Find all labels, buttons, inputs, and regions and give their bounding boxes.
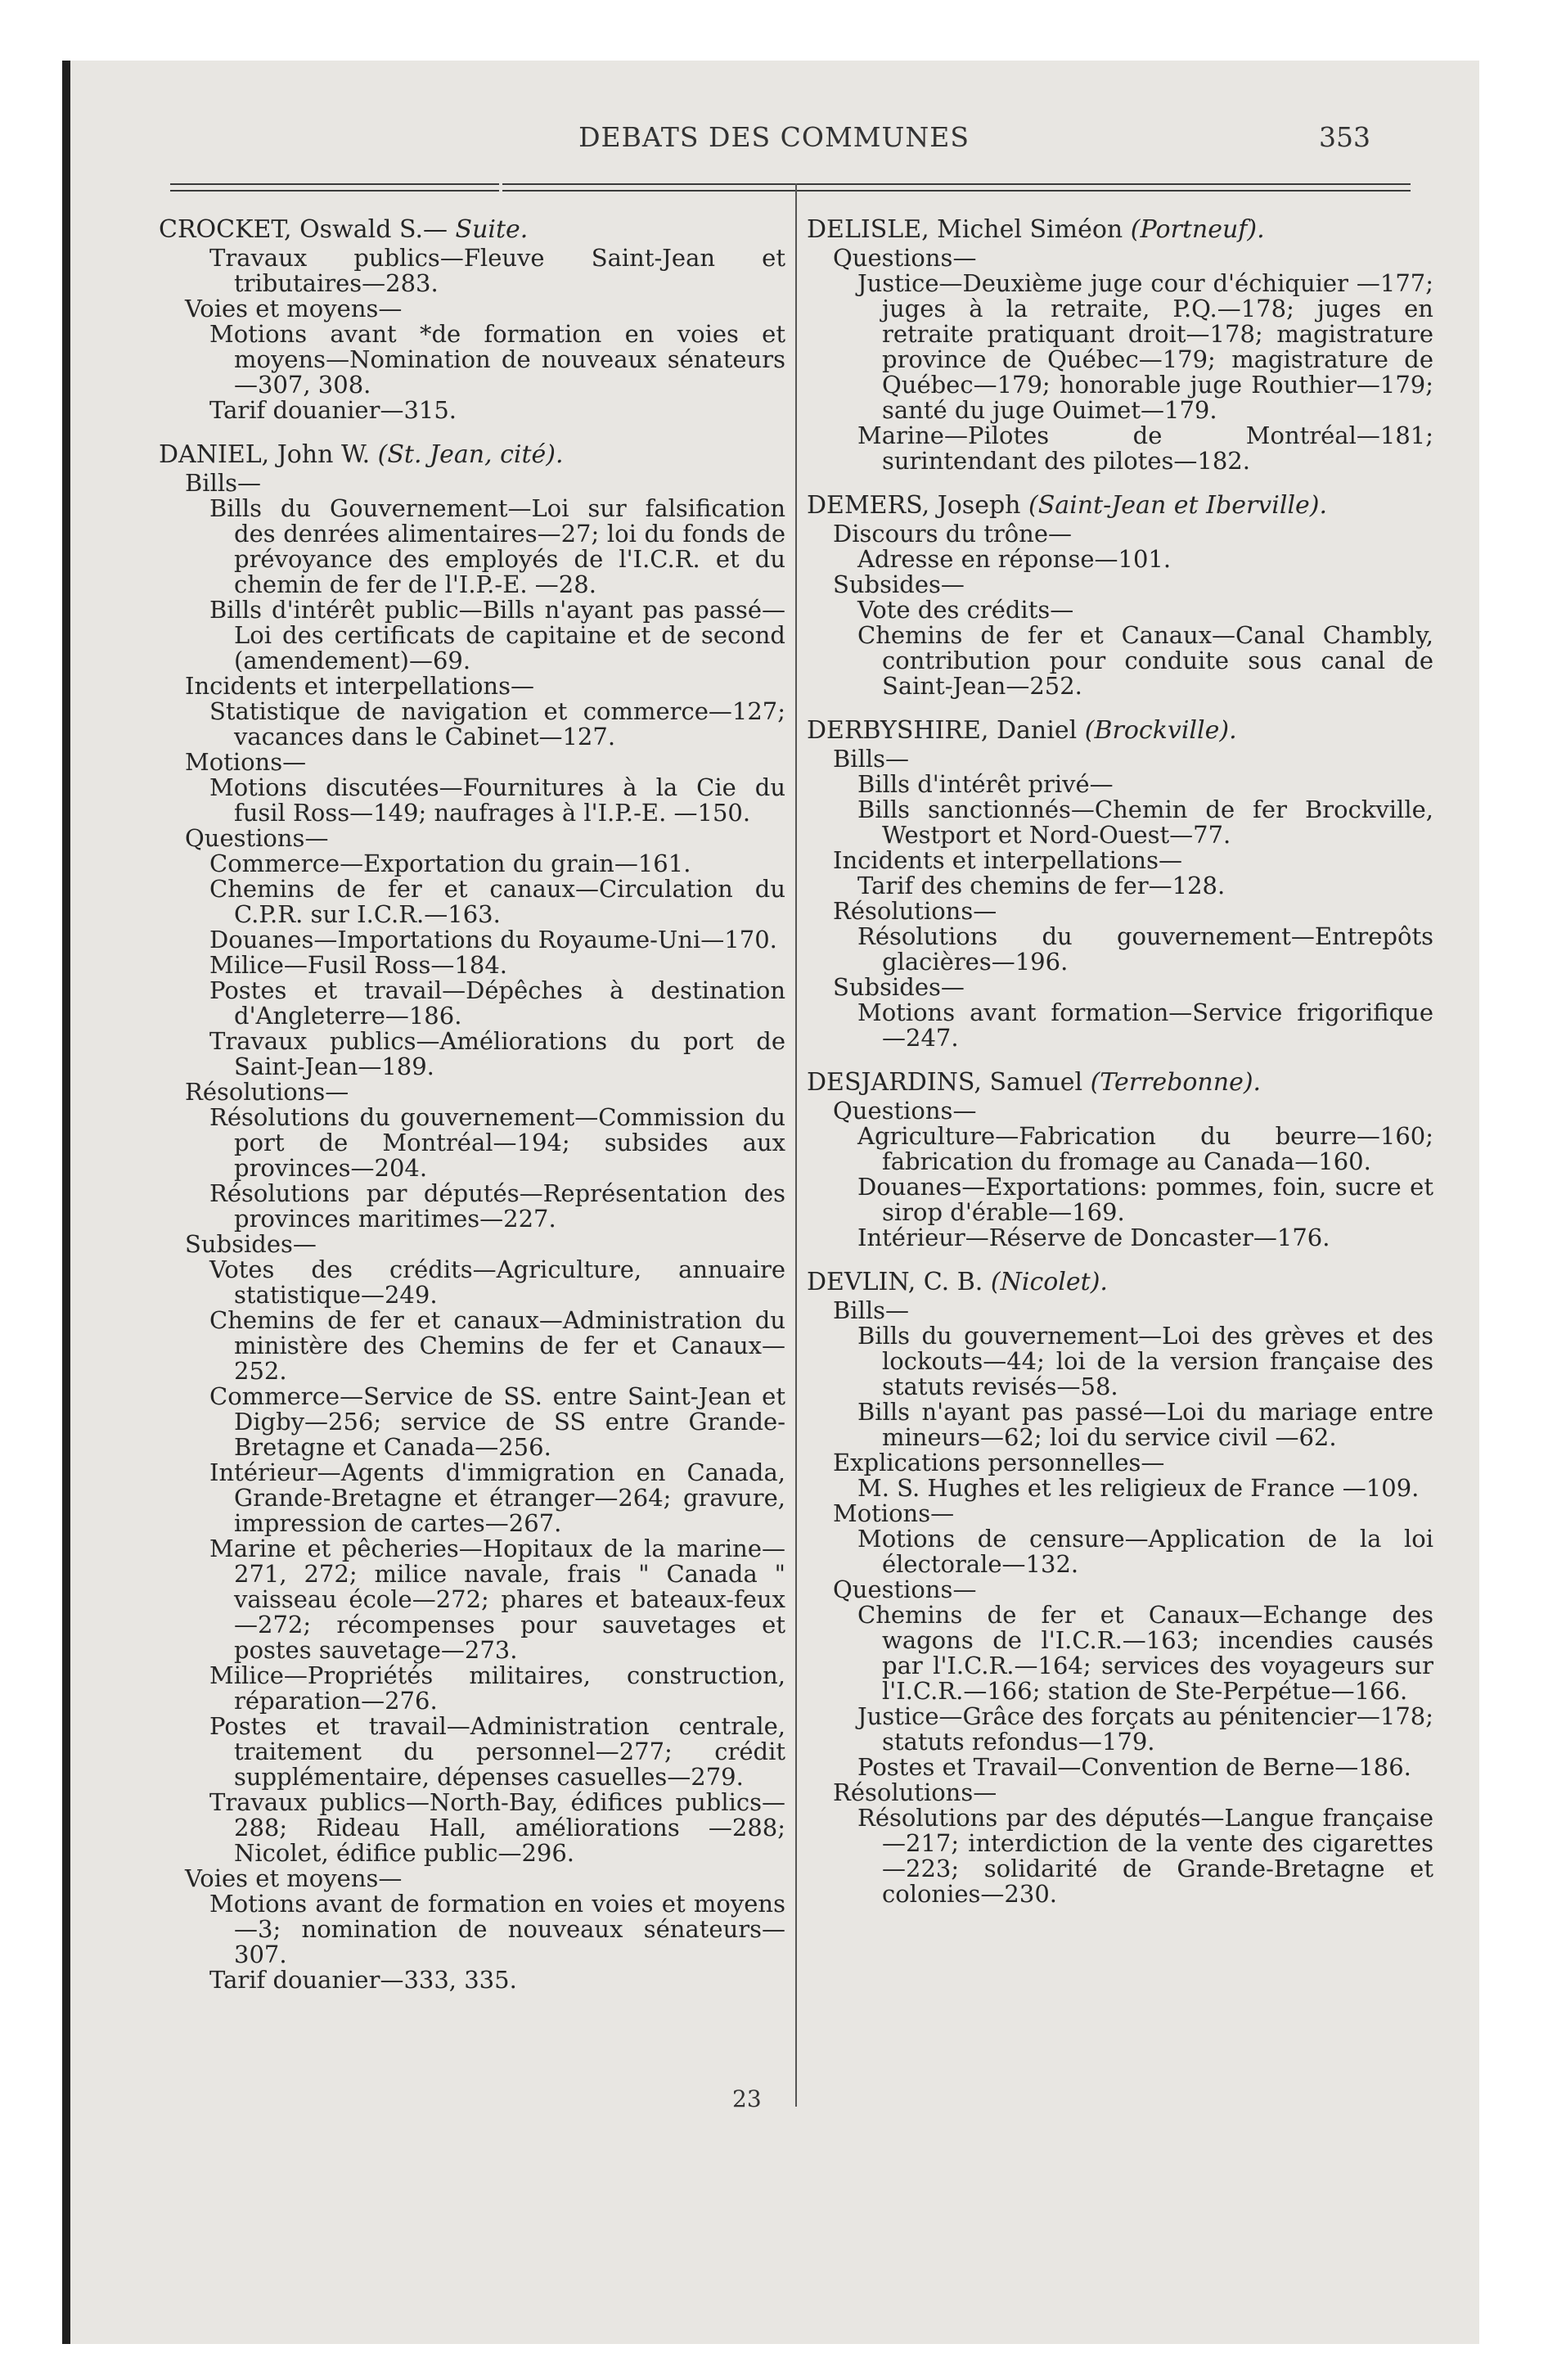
index-entry <box>807 1267 1433 1908</box>
index-item: Justice—Grâce des forçats au pénitencier—178; statuts refondus—179. <box>857 1702 1433 1756</box>
section-title: Motions— <box>833 1499 955 1527</box>
index-section <box>185 471 785 674</box>
index-item: Justice—Deuxième juge cour d'échiquier —177; juges à la retraite, P.Q.—178; juges en retraite pratiquant droit—178; magistrature province de Québec—179; magistrature de Québec—179; honorable juge Routhier—179; santé du juge Ouimet—179. <box>857 269 1433 424</box>
member-name: DELISLE, Michel Siméon <box>807 215 1123 244</box>
index-item: Vote des crédits— <box>857 596 1074 624</box>
section-title: Questions— <box>833 1097 977 1125</box>
index-item: Bills d'intérêt privé— <box>857 770 1114 798</box>
index-entry <box>159 439 785 1994</box>
index-item: Chemins de fer et Canaux—Canal Chambly, contribution pour conduite sous canal de Saint-Jean—252. <box>857 621 1433 700</box>
entry-heading <box>159 214 785 246</box>
index-section <box>833 572 1433 699</box>
index-entry <box>807 214 1433 475</box>
constituency: (St. Jean, cité). <box>377 440 564 469</box>
index-section <box>833 1298 1433 1450</box>
index-section <box>185 1232 785 1866</box>
section-title: Questions— <box>185 824 329 852</box>
index-item: Milice—Propriétés militaires, construction, réparation—276. <box>209 1661 785 1715</box>
index-item: Commerce—Exportation du grain—161. <box>209 850 691 877</box>
index-item: Chemins de fer et Canaux—Echange des wagons de l'I.C.R.—163; incendies causés par l'I.C.R.—164; services des voyageurs sur l'I.C.R.—166; station de Ste-Perpétue—166. <box>857 1601 1433 1705</box>
left-column <box>159 214 785 2009</box>
section-title: Discours du trône— <box>833 520 1073 548</box>
index-section <box>185 1866 785 1993</box>
section-title: Incidents et interpellations— <box>185 672 534 700</box>
entry-heading <box>807 1267 1433 1298</box>
section-title: Bills— <box>185 469 262 497</box>
index-item: Marine et pêcheries—Hopitaux de la marine—271, 272; milice navale, frais " Canada " vaisseau école—272; phares et bateaux-feux—272; récompenses pour sauvetages et postes sauvetage—273. <box>209 1535 785 1664</box>
index-item: Intérieur—Agents d'immigration en Canada, Grande-Bretagne et étranger—264; gravure, impression de cartes—267. <box>209 1458 785 1537</box>
column-divider <box>795 183 797 2107</box>
index-item: Chemins de fer et canaux—Administration du ministère des Chemins de fer et Canaux—252. <box>209 1306 785 1385</box>
index-item: Résolutions par des députés—Langue française—217; interdiction de la vente des cigarettes—223; solidarité de Grande-Bretagne et colonies—230. <box>857 1804 1433 1908</box>
index-section <box>833 246 1433 474</box>
section-title: Bills— <box>833 745 910 773</box>
entry-heading <box>807 490 1433 521</box>
index-item: Agriculture—Fabrication du beurre—160; fabrication du fromage au Canada—160. <box>857 1122 1433 1175</box>
index-item: Milice—Fusil Ross—184. <box>209 951 508 979</box>
entry-heading <box>807 715 1433 746</box>
index-section <box>833 521 1433 572</box>
entry-heading <box>807 1067 1433 1098</box>
index-entry <box>159 214 785 424</box>
section-title: Voies et moyens— <box>185 1864 403 1892</box>
constituency: (Portneuf). <box>1130 215 1265 244</box>
header-rule-left-1 <box>170 183 499 185</box>
index-entry <box>807 1067 1433 1251</box>
constituency: (Brockville). <box>1084 716 1237 745</box>
index-section <box>833 848 1433 899</box>
index-item: Votes des crédits—Agriculture, annuaire statistique—249. <box>209 1255 785 1309</box>
section-title: Subsides— <box>185 1230 317 1258</box>
index-item: Bills n'ayant pas passé—Loi du mariage entre mineurs—62; loi du service civil —62. <box>857 1398 1433 1451</box>
index-entry <box>807 490 1433 700</box>
member-name: DANIEL, John W. <box>159 440 371 469</box>
index-item: Bills sanctionnés—Chemin de fer Brockville, Westport et Nord-Ouest—77. <box>857 796 1433 849</box>
index-item: Douanes—Importations du Royaume-Uni—170. <box>209 926 777 953</box>
member-name: DEVLIN, C. B. <box>807 1268 983 1296</box>
index-item: Motions discutées—Fournitures à la Cie du fusil Ross—149; naufrages à l'I.P.-E. —150. <box>209 773 785 827</box>
scan-left-edge <box>62 61 70 2344</box>
index-section <box>185 246 785 296</box>
constituency: (Nicolet). <box>990 1268 1108 1296</box>
index-item: Résolutions du gouvernement—Entrepôts glacières—196. <box>857 922 1433 976</box>
section-title: Bills— <box>833 1296 910 1324</box>
index-item: Travaux publics—North-Bay, édifices publics—288; Rideau Hall, améliorations —288; Nicolet, édifice public—296. <box>209 1788 785 1867</box>
index-item: Bills du gouvernement—Loi des grèves et des lockouts—44; loi de la version française des statuts revisés—58. <box>857 1322 1433 1400</box>
index-section <box>185 674 785 750</box>
right-column <box>807 214 1433 1923</box>
section-title: Motions— <box>185 748 307 776</box>
index-item: Postes et Travail—Convention de Berne—186. <box>857 1753 1411 1781</box>
signature-mark: 23 <box>732 2085 762 2112</box>
header-rule-right-1 <box>502 183 1411 185</box>
member-name: DERBYSHIRE, Daniel <box>807 716 1078 745</box>
index-item: Statistique de navigation et commerce—127; vacances dans le Cabinet—127. <box>209 697 785 751</box>
member-name: DESJARDINS, Samuel <box>807 1068 1083 1097</box>
index-section <box>833 899 1433 975</box>
index-item: Tarif douanier—315. <box>209 396 457 424</box>
index-section <box>185 750 785 826</box>
index-item: Travaux publics—Améliorations du port de Saint-Jean—189. <box>209 1027 785 1080</box>
index-section <box>185 826 785 1080</box>
index-item: Postes et travail—Dépêches à destination d'Angleterre—186. <box>209 976 785 1030</box>
entry-heading <box>159 439 785 471</box>
index-section <box>833 1501 1433 1577</box>
index-section <box>833 1780 1433 1907</box>
member-name: CROCKET, Oswald S.— <box>159 215 448 244</box>
entry-heading <box>807 214 1433 246</box>
index-item: Marine—Pilotes de Montréal—181; surintendant des pilotes—182. <box>857 421 1433 475</box>
index-section <box>833 746 1433 848</box>
header-rule-right-2 <box>502 190 1411 192</box>
index-entry <box>807 715 1433 1052</box>
section-title: Incidents et interpellations— <box>833 846 1182 874</box>
index-item: Motions de censure—Application de la loi électorale—132. <box>857 1525 1433 1578</box>
section-title: Subsides— <box>833 973 965 1001</box>
index-section <box>833 1098 1433 1251</box>
running-head: DEBATS DES COMMUNES <box>578 121 970 153</box>
index-item: Postes et travail—Administration centrale, traitement du personnel—277; crédit supplémentaire, dépenses casuelles—279. <box>209 1712 785 1791</box>
section-title: Résolutions— <box>185 1078 349 1106</box>
index-item: Intérieur—Réserve de Doncaster—176. <box>857 1224 1330 1251</box>
constituency: (Terrebonne). <box>1090 1068 1262 1097</box>
section-title: Questions— <box>833 244 977 272</box>
section-title: Résolutions— <box>833 897 997 925</box>
index-section <box>833 1450 1433 1501</box>
index-item: Motions avant de formation en voies et moyens—3; nomination de nouveaux sénateurs—307. <box>209 1890 785 1968</box>
index-item: Résolutions par députés—Représentation des provinces maritimes—227. <box>209 1179 785 1233</box>
index-item: Tarif douanier—333, 335. <box>209 1966 517 1994</box>
index-item: Commerce—Service de SS. entre Saint-Jean et Digby—256; service de SS entre Grande-Bretagne et Canada—256. <box>209 1382 785 1461</box>
constituency: (Saint-Jean et Iberville). <box>1028 491 1328 520</box>
index-item: Chemins de fer et canaux—Circulation du C.P.R. sur I.C.R.—163. <box>209 875 785 928</box>
index-item: Bills d'intérêt public—Bills n'ayant pas passé—Loi des certificats de capitaine et de second (amendement)—69. <box>209 596 785 674</box>
index-item: Bills du Gouvernement—Loi sur falsification des denrées alimentaires—27; loi du fonds de prévoyance des employés de l'I.C.R. et du chemin de fer de l'I.P.-E. —28. <box>209 494 785 598</box>
index-section <box>833 1577 1433 1780</box>
index-item: Douanes—Exportations: pommes, foin, sucre et sirop d'érable—169. <box>857 1173 1433 1226</box>
index-item: Motions avant formation—Service frigorifique—247. <box>857 998 1433 1052</box>
index-item: Travaux publics—Fleuve Saint-Jean et tributaires—283. <box>209 244 785 297</box>
section-title: Explications personnelles— <box>833 1449 1165 1476</box>
member-name: DEMERS, Joseph <box>807 491 1021 520</box>
section-title: Voies et moyens— <box>185 295 403 322</box>
index-section <box>185 296 785 423</box>
header-rule-left-2 <box>170 190 499 192</box>
index-item: Résolutions du gouvernement—Commission du port de Montréal—194; subsides aux provinces—204. <box>209 1103 785 1182</box>
index-section <box>185 1080 785 1232</box>
index-item: Motions avant *de formation en voies et moyens—Nomination de nouveaux sénateurs—307, 308. <box>209 320 785 399</box>
index-section <box>833 975 1433 1051</box>
section-title: Questions— <box>833 1575 977 1603</box>
section-title: Subsides— <box>833 570 965 598</box>
index-item: Adresse en réponse—101. <box>857 545 1172 573</box>
section-title: Résolutions— <box>833 1778 997 1806</box>
index-item: Tarif des chemins de fer—128. <box>857 872 1226 899</box>
constituency: Suite. <box>455 215 529 244</box>
index-item: M. S. Hughes et les religieux de France —109. <box>857 1474 1420 1502</box>
page-number: 353 <box>1319 121 1370 153</box>
